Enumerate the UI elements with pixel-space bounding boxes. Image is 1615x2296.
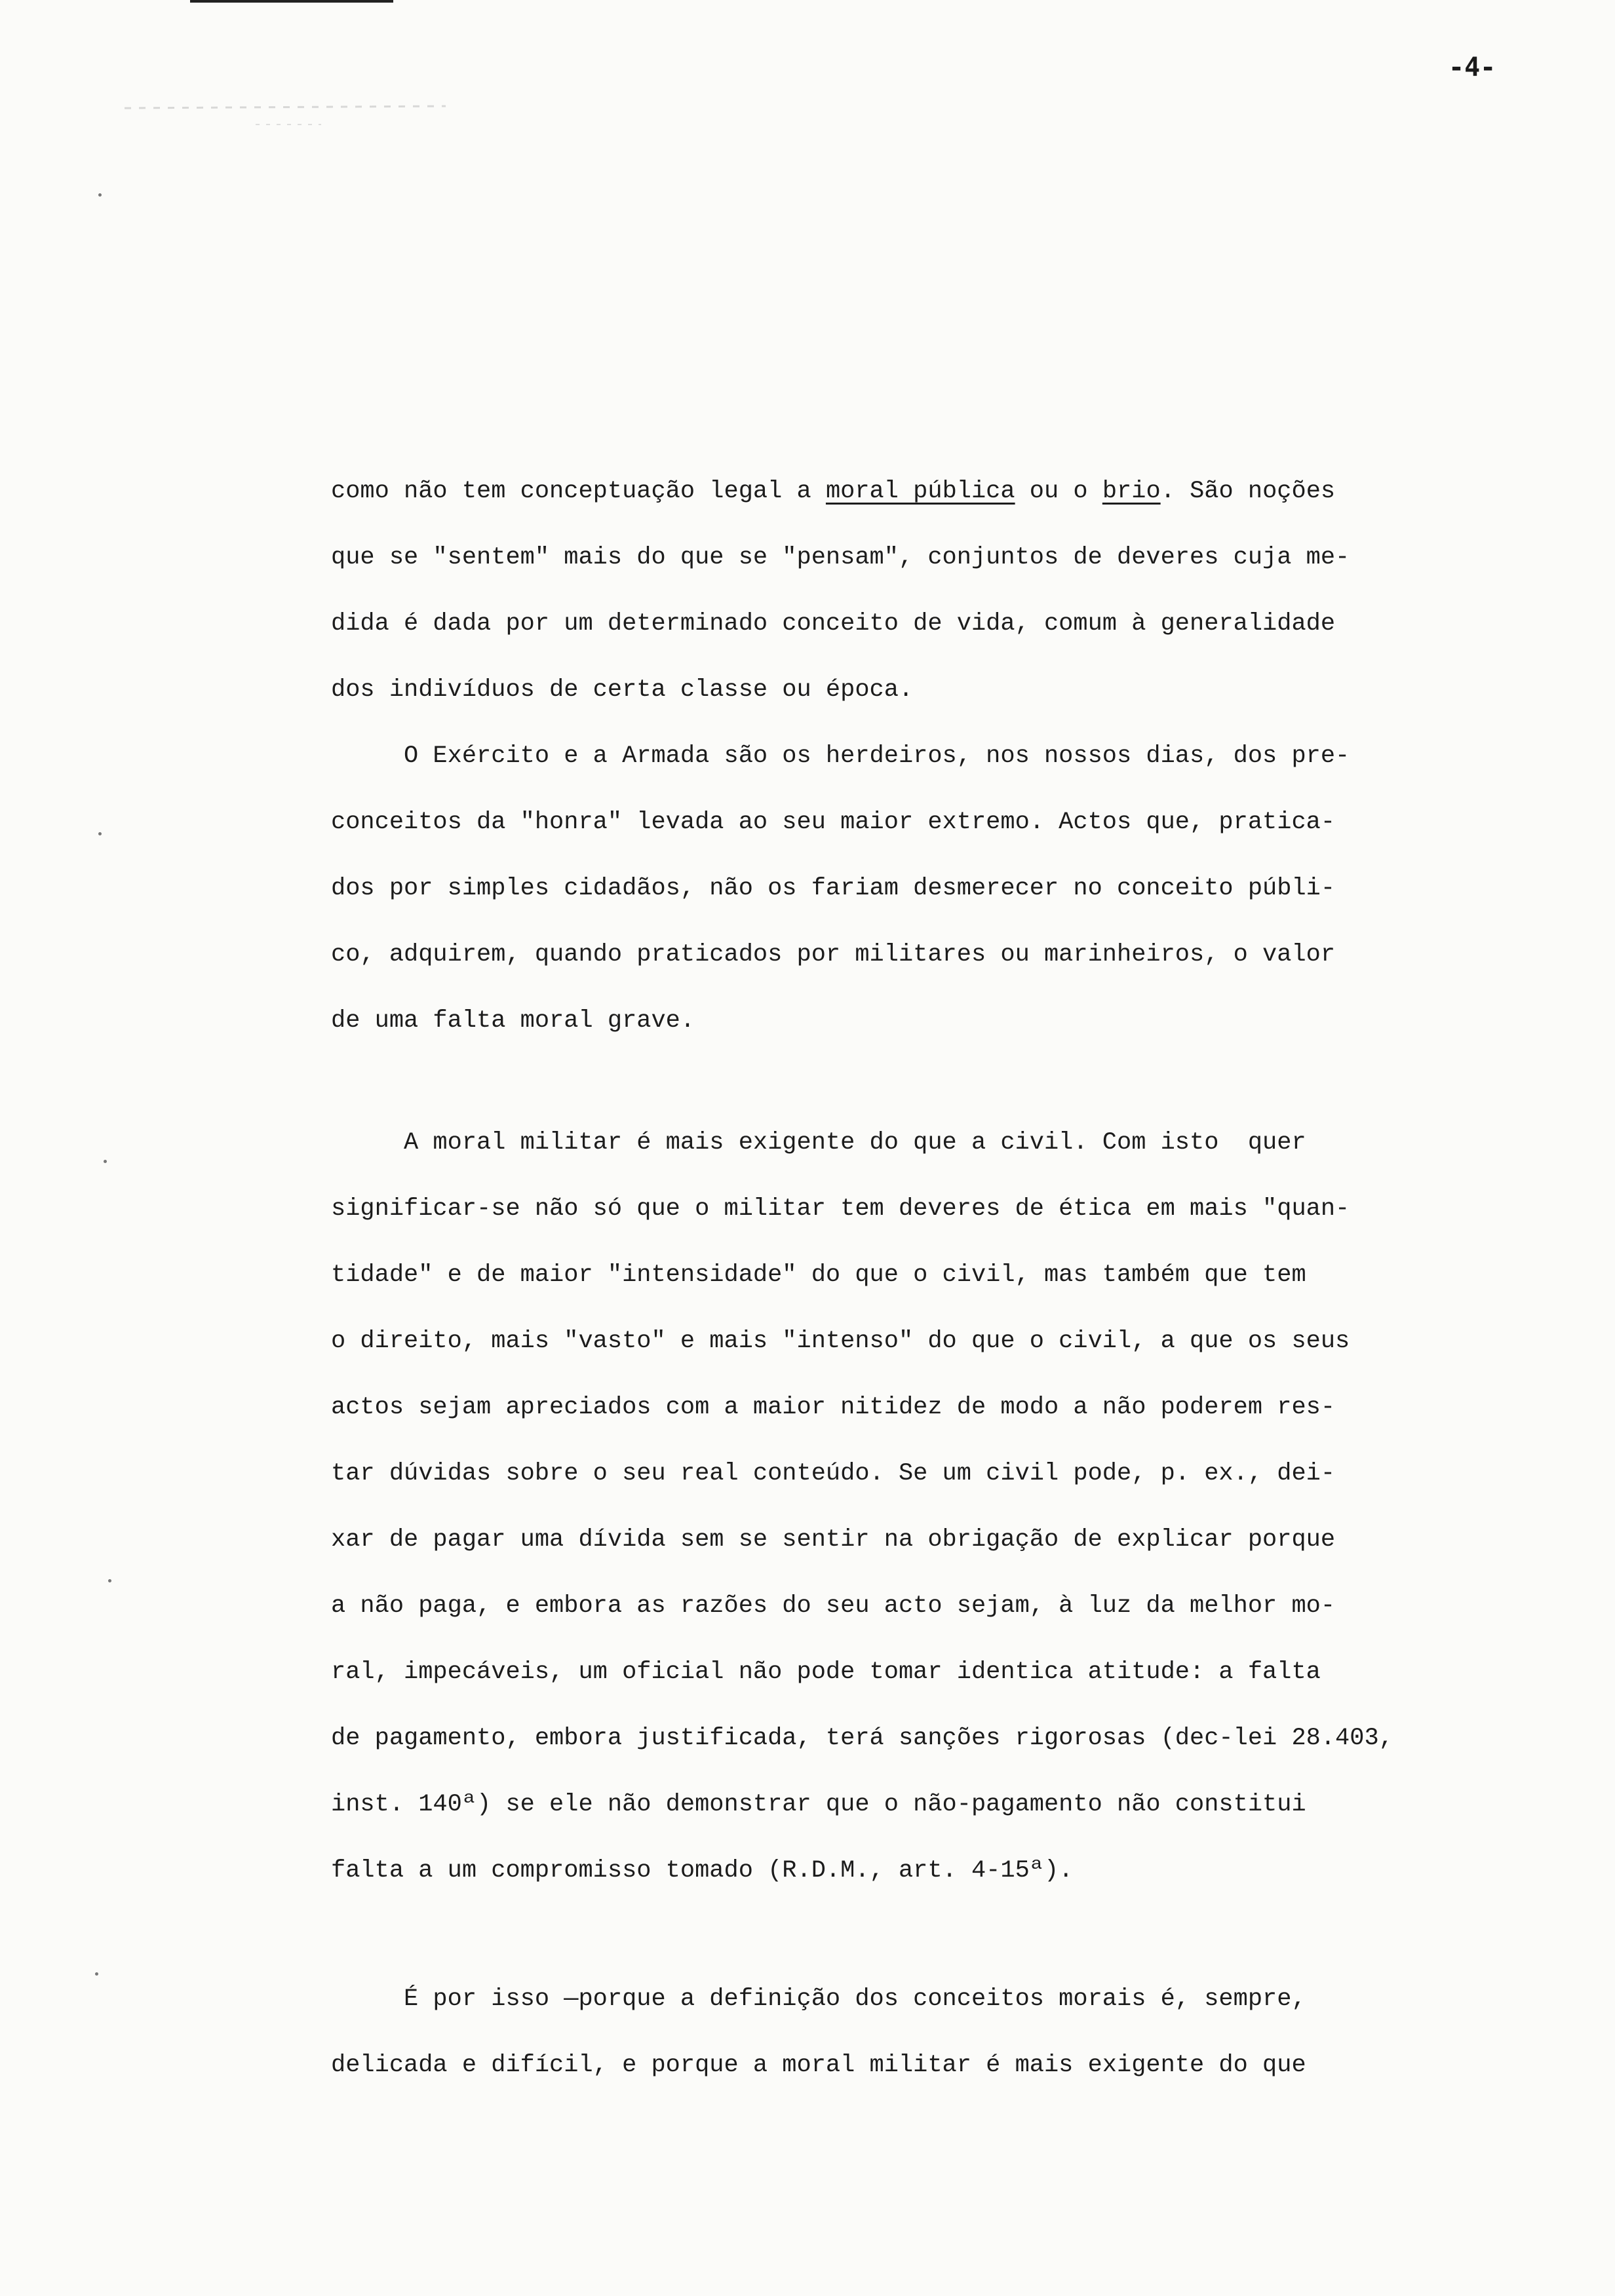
paragraph-2 — [331, 723, 1485, 1054]
body-text — [331, 459, 1485, 2099]
text-line: xar de pagar uma dívida sem se sentir na obrigação de explicar porque — [331, 1526, 1336, 1554]
margin-mark — [98, 193, 102, 197]
top-rule — [190, 0, 393, 3]
text-line: É por isso —porque a definição dos conceitos morais é, sempre, — [331, 1985, 1306, 2013]
text-line: o direito, mais "vasto" e mais "intenso" do que o civil, a que os seus — [331, 1328, 1350, 1355]
text-line: tar dúvidas sobre o seu real conteúdo. Se um civil pode, p. ex., dei- — [331, 1460, 1336, 1487]
margin-mark — [104, 1160, 107, 1163]
faded-stamp — [125, 98, 452, 138]
text-line: dos por simples cidadãos, não os fariam desmerecer no conceito públi- — [331, 875, 1336, 902]
text-line: conceitos da "honra" levada ao seu maior extremo. Actos que, pratica- — [331, 809, 1336, 836]
text-line: inst. 140ª) se ele não demonstrar que o não-pagamento não constitui — [331, 1791, 1306, 1818]
paragraph-1 — [331, 459, 1485, 723]
text-line: que se "sentem" mais do que se "pensam", conjuntos de deveres cuja me- — [331, 544, 1350, 571]
text-line: de uma falta moral grave. — [331, 1007, 695, 1035]
text-line: ral, impecáveis, um oficial não pode tomar identica atitude: a falta — [331, 1658, 1321, 1686]
text-line: dida é dada por um determinado conceito de vida, comum à generalidade — [331, 610, 1336, 638]
underlined-term: brio — [1102, 478, 1161, 505]
margin-mark — [108, 1579, 111, 1582]
text-line: co, adquirem, quando praticados por militares ou marinheiros, o valor — [331, 941, 1336, 968]
text-line: a não paga, e embora as razões do seu acto sejam, à luz da melhor mo- — [331, 1592, 1336, 1620]
text-line: falta a um compromisso tomado (R.D.M., art. 4-15ª). — [331, 1857, 1074, 1885]
text-line: tidade" e de maior "intensidade" do que o civil, mas também que tem — [331, 1261, 1306, 1289]
underlined-term: moral pública — [825, 478, 1015, 505]
paragraph-3 — [331, 1110, 1485, 1904]
paragraph-4 — [331, 1966, 1485, 2099]
text-line: A moral militar é mais exigente do que a civil. Com isto quer — [331, 1129, 1306, 1157]
text-line: delicada e difícil, e porque a moral militar é mais exigente do que — [331, 2052, 1306, 2079]
text-line: actos sejam apreciados com a maior nitidez de modo a não poderem res- — [331, 1394, 1336, 1421]
page-number: -4- — [1449, 52, 1496, 83]
margin-mark — [98, 832, 102, 835]
margin-mark — [95, 1972, 98, 1976]
text-line: significar-se não só que o militar tem deveres de ética em mais "quan- — [331, 1195, 1350, 1223]
text-line: dos indivíduos de certa classe ou época. — [331, 676, 914, 704]
text-line: O Exército e a Armada são os herdeiros, nos nossos dias, dos pre- — [331, 742, 1350, 770]
text-line: de pagamento, embora justificada, terá sanções rigorosas (dec-lei 28.403, — [331, 1725, 1393, 1752]
text-line: como não tem conceptuação legal a moral pública ou o brio. São noções — [331, 478, 1336, 505]
